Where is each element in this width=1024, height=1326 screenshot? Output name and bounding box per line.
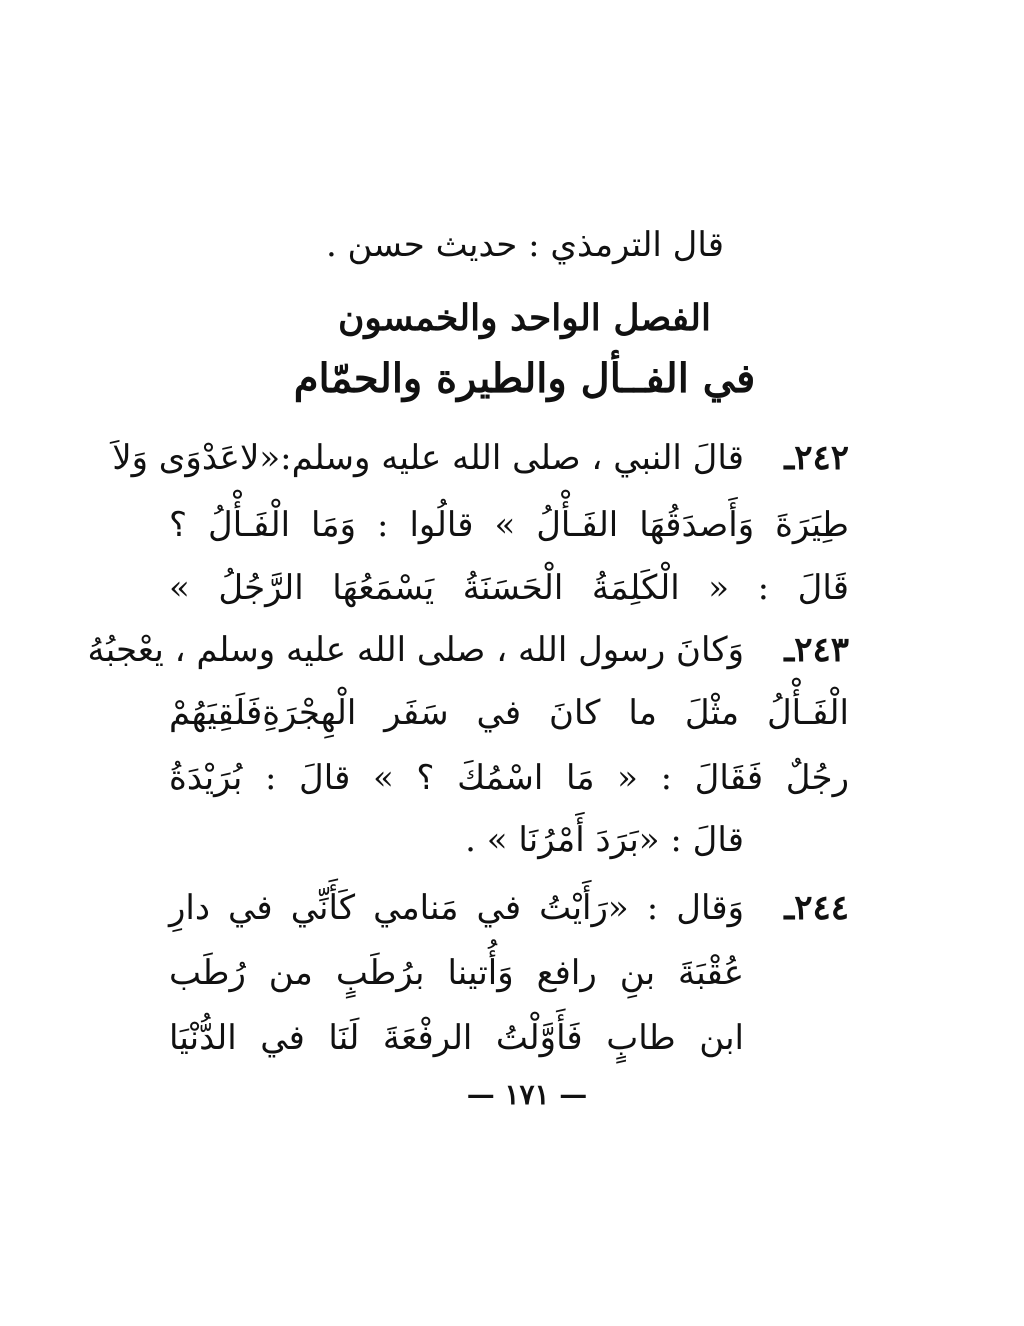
chapter-title: الفصل الواحد والخمسون	[337, 297, 711, 339]
hadith-243-line-2: الْفَـأْلُ مثْلَ ما كانَ في سَفَر الْهِجْرَةِفَلَقِيَهُمْ	[169, 693, 849, 733]
hadith-242-line-1: قالَ النبي ، صلى الله عليه وسلم:«لاعَدْوَى وَلاَ	[112, 438, 744, 478]
hadith-number-243: ٢٤٣ـ	[784, 630, 849, 670]
page-number: — ١٧١ —	[466, 1078, 588, 1111]
hadith-244-line-1: وَقال : «رَأَيْتُ في مَنامي كَأَنِّي في دارِ	[169, 888, 744, 928]
hadith-number-244: ٢٤٤ـ	[784, 888, 849, 928]
hadith-244-line-2: عُقْبَةَ بنِ رافع وَأُتينا برُطَبٍ من رُطَب	[169, 953, 744, 993]
hadith-243-line-3: رجُلٌ فَقَالَ : « مَا اسْمُكَ ؟ » قالَ : بُرَيْدَةُ	[169, 758, 849, 798]
intro-line: قال الترمذي : حديث حسن .	[325, 225, 724, 265]
hadith-number-242: ٢٤٢ـ	[784, 438, 849, 478]
hadith-243-line-4: قالَ : «بَرَدَ أَمْرُنَا » .	[465, 820, 744, 860]
hadith-244-line-3: ابن طابٍ فَأَوَّلْتُ الرفْعَةَ لَنَا في الدُّنْيَا	[169, 1018, 744, 1058]
hadith-242-line-3: قَالَ : « الْكَلِمَةُ الْحَسَنَةُ يَسْمَعُهَا الرَّجُلُ »	[169, 568, 849, 608]
chapter-subtitle: في الفــأل والطيرة والحمّام	[293, 355, 756, 402]
hadith-242-line-2: طِيَرَةَ وَأَصدَقُهَا الفَـأْلُ » قالُوا : وَمَا الْفَـأْلُ ؟	[169, 505, 849, 545]
hadith-243-line-1: وَكانَ رسول الله ، صلى الله عليه وسلم ، يعْجبُهُ	[87, 630, 744, 670]
